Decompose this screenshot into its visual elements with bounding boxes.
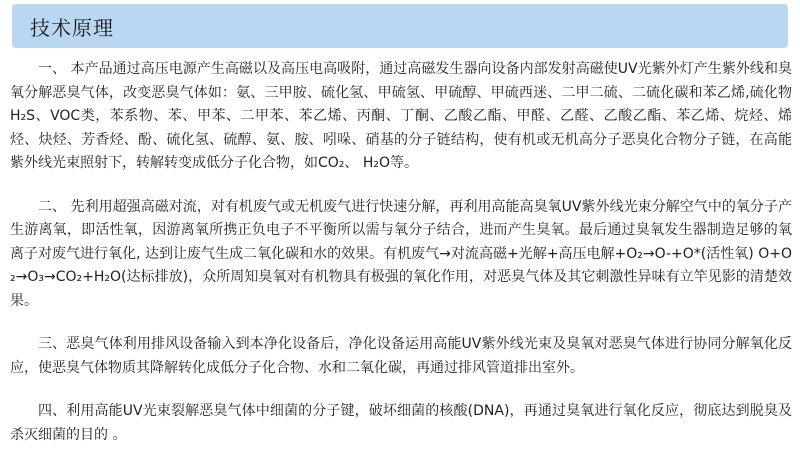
section-header bbox=[12, 4, 788, 48]
principle-paragraph-3: 三、恶臭气体利用排风设备输入到本净化设备后，净化设备运用高能UV紫外线光束及臭氧对恶臭气体进行协同分解氧化反应，使恶臭气体物质其降解转化成低分子化合物、水和二氧化碳，再通过排风管道排出室外。 bbox=[10, 336, 792, 376]
principle-paragraph-1: 一、 本产品通过高压电源产生高磁以及高压电高吸附，通过高磁发生器向设备内部发射高磁使UV光紫外灯产生紫外线和臭氧分解恶臭气体，改变恶臭气体如：氨、三甲胺、硫化氢、甲硫氢、甲硫醇、甲硫西迷、二甲二硫、二硫化碳和苯乙烯,硫化物H₂S、VOC类，苯系物、苯、甲苯、二甲苯、苯乙烯、丙酮、丁酮、乙酸乙酯、甲醛、乙醛、乙酸乙酯、苯乙烯、烷烃、烯烃、炔烃、芳香烃、酚、硫化氢、硫醇、氨、胺、吲哚、硝基的分子链结构，使有机或无机高分子恶臭化合物分子链，在高能紫外线光束照射下，转解转变成低分子化合物，如CO₂、 H₂O等。 bbox=[10, 61, 792, 171]
section-title: 技术原理 bbox=[30, 15, 114, 40]
principle-paragraph-2: 二、 先利用超强高磁对流，对有机废气或无机废气进行快速分解，再利用高能高臭氧UV紫外线光束分解空气中的氧分子产生游离氧，即活性氧，因游离氧所携正负电子不平衡所以需与氧分子结合，进而产生臭氧。最后通过臭氧发生器制造足够的氧离子对废气进行氧化, 达到让废气生成二氧化碳和水的效果。有机废气→对流高磁+光解+高压电解+O₂→O-+O*(活性氧) O+O₂→O₃→CO₂+H₂O(达标排放)，众所周知臭氧对有机物具有极强的氧化作用，对恶臭气体及其它刺激性异味有立竿见影的清楚效果。 bbox=[10, 198, 792, 309]
principle-content bbox=[10, 58, 792, 447]
principle-paragraph-4: 四、利用高能UV光束裂解恶臭气体中细菌的分子键，破坏细菌的核酸(DNA)，再通过臭氧进行氧化反应，彻底达到脱臭及杀灭细菌的目的 。 bbox=[10, 403, 792, 443]
